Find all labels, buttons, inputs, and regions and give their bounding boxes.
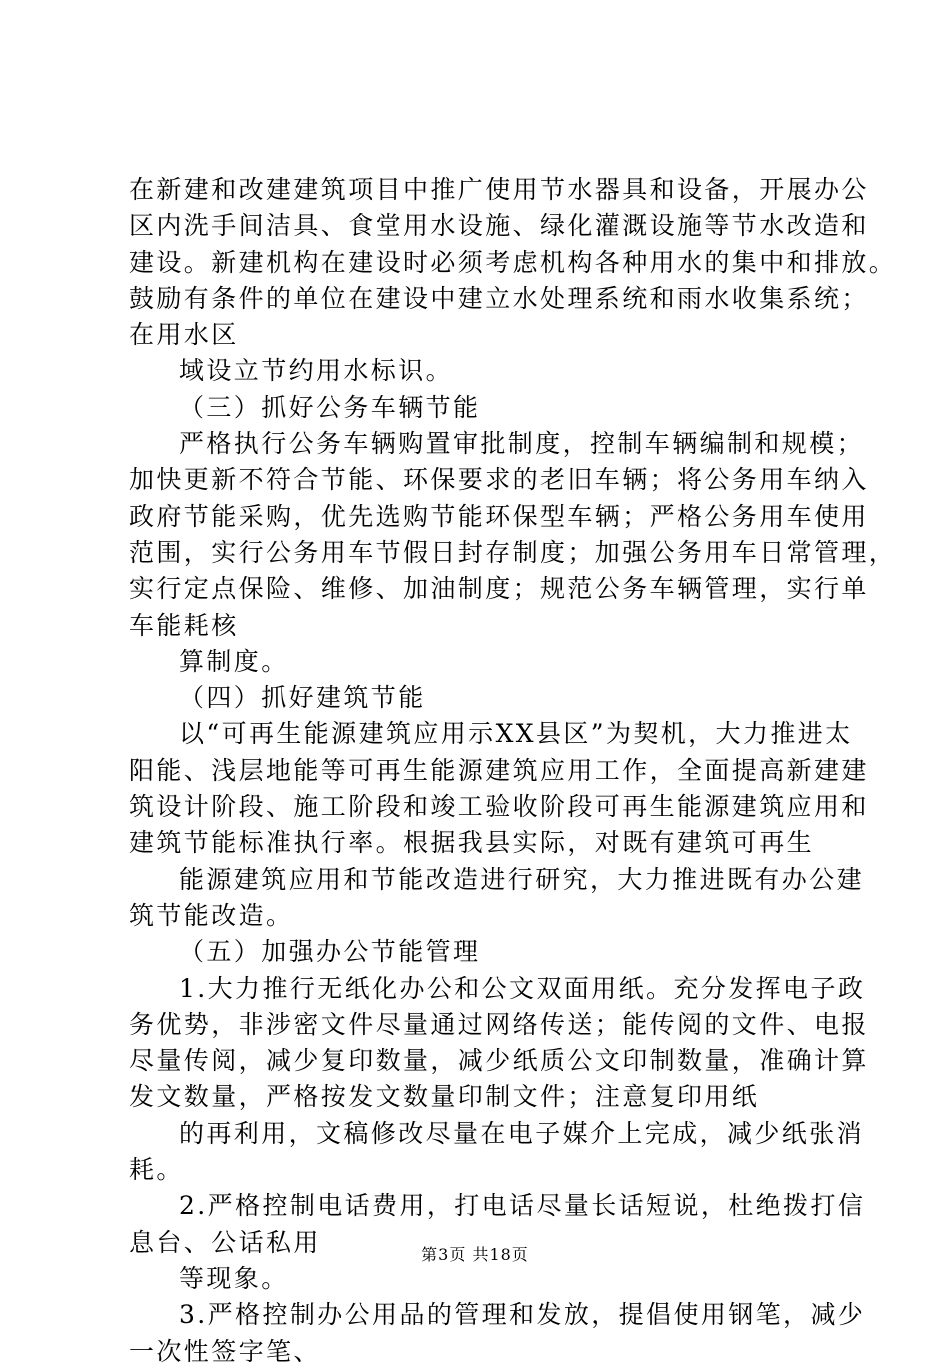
text-line: 严格执行公务车辆购置审批制度，控制车辆编制和规模； xyxy=(179,429,865,459)
text-line: 筑设计阶段、施工阶段和竣工验收阶段可再生能源建筑应用和 xyxy=(129,792,869,822)
text-line: 阳能、浅层地能等可再生能源建筑应用工作，全面提高新建建 xyxy=(129,755,869,785)
text-line: 政府节能采购，优先选购节能环保型车辆；严格公务用车使用 xyxy=(129,501,869,531)
text-line: 算制度。 xyxy=(179,646,289,676)
text-line: 区内洗手间洁具、食堂用水设施、绿化灌溉设施等节水改造和 xyxy=(129,211,869,241)
text-line: 发文数量，严格按发文数量印制文件；注意复印用纸 xyxy=(129,1082,760,1112)
text-line: 加快更新不符合节能、环保要求的老旧车辆；将公务用车纳入 xyxy=(129,465,869,495)
page-footer xyxy=(0,1245,950,1265)
text-line: 以“可再生能源建筑应用示XX县区”为契机，大力推进太 xyxy=(179,719,853,749)
text-line: 筑节能改造。 xyxy=(129,900,294,930)
text-line: 在新建和改建建筑项目中推广使用节水器具和设备，开展办公 xyxy=(129,175,869,204)
text-line: 范围，实行公务用车节假日封存制度；加强公务用车日常管理， xyxy=(129,537,897,567)
document-body xyxy=(129,172,897,1370)
page-number-label: 第3页 共18页 xyxy=(421,1245,529,1264)
text-line: 建筑节能标准执行率。根据我县实际，对既有建筑可再生 xyxy=(129,828,815,858)
text-line: 车能耗核 xyxy=(129,610,239,640)
text-line: 尽量传阅，减少复印数量，减少纸质公文印制数量，准确计算 xyxy=(129,1046,869,1076)
text-line: 鼓励有条件的单位在建设中建立水处理系统和雨水收集系统； xyxy=(129,283,869,313)
text-line: 建设。新建机构在建设时必须考虑机构各种用水的集中和排放。 xyxy=(129,247,897,277)
text-line: 能源建筑应用和节能改造进行研究，大力推进既有办公建 xyxy=(179,864,865,894)
text-line: 2.严格控制电话费用，打电话尽量长话短说，杜绝拨打信 xyxy=(179,1191,866,1221)
text-line: 耗。 xyxy=(129,1155,184,1185)
text-line: 等现象。 xyxy=(179,1263,289,1293)
text-line: 3.严格控制办公用品的管理和发放，提倡使用钢笔，减少 xyxy=(179,1300,866,1330)
section-heading: （五）加强办公节能管理 xyxy=(179,937,481,967)
text-line: 1.大力推行无纸化办公和公文双面用纸。充分发挥电子政 xyxy=(179,973,866,1003)
text-line: 在用水区 xyxy=(129,320,239,350)
text-line: 一次性签字笔、 xyxy=(129,1336,321,1366)
section-heading: （四）抓好建筑节能 xyxy=(179,683,426,713)
text-line: 的再利用，文稿修改尽量在电子媒介上完成，减少纸张消 xyxy=(179,1118,865,1148)
text-line: 息台、公话私用 xyxy=(129,1227,321,1257)
text-line: 务优势，非涉密文件尽量通过网络传送；能传阅的文件、电报 xyxy=(129,1009,869,1039)
text-line: 实行定点保险、维修、加油制度；规范公务车辆管理，实行单 xyxy=(129,574,869,604)
section-heading: （三）抓好公务车辆节能 xyxy=(179,392,481,422)
text-line: 域设立节约用水标识。 xyxy=(179,356,454,386)
